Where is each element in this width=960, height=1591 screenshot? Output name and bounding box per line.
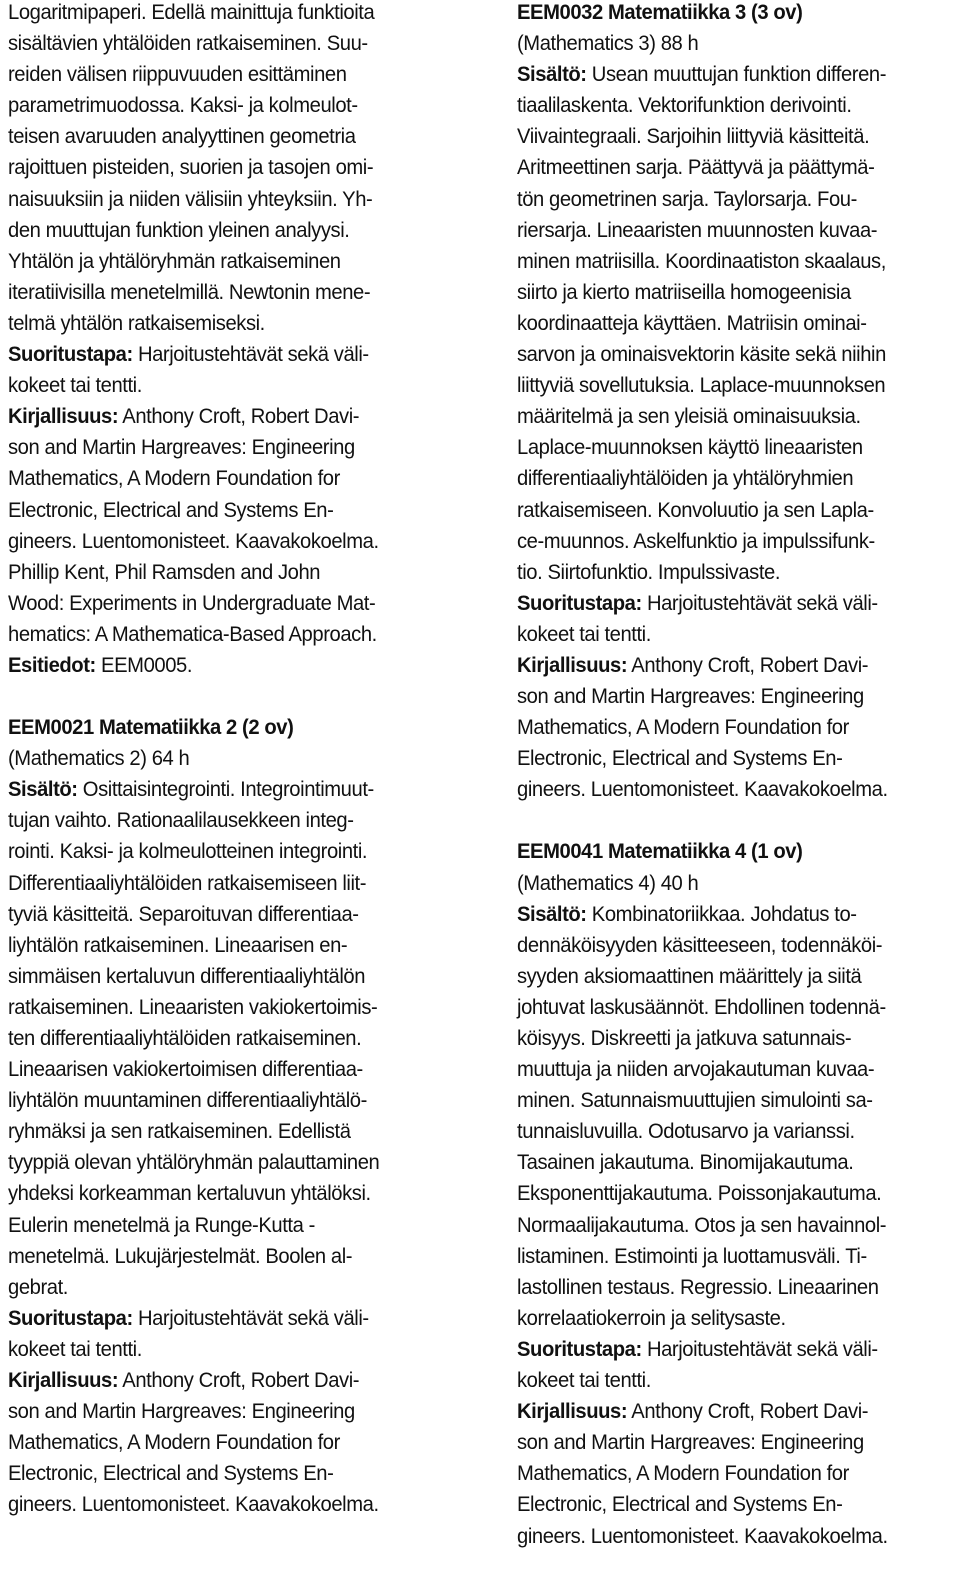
- sisalto-line: yhdeksi korkeamman kertaluvun yhtälöksi.: [8, 1181, 371, 1206]
- sisalto-label: Sisältö:: [8, 777, 78, 802]
- body-line: telmä yhtälön ratkaisemiseksi.: [8, 310, 265, 335]
- sisalto-line: [517, 899, 955, 930]
- kirjallisuus-line: Mathematics, A Modern Foundation for: [517, 715, 849, 740]
- suoritustapa-line: kokeet tai tentti.: [517, 621, 651, 646]
- sisalto-line: siirto ja kierto matriiseilla homogeenisia: [517, 279, 851, 304]
- sisalto-line: ryhmäksi ja sen ratkaiseminen. Edellistä: [8, 1119, 351, 1144]
- sisalto-line: köisyys. Diskreetti ja jatkuva satunnais-: [517, 1026, 852, 1050]
- suoritustapa-line: kokeet tai tentti.: [8, 1336, 142, 1361]
- sisalto-text: Usean muuttujan funktion differen-: [586, 62, 887, 87]
- kirjallisuus-line: son and Martin Hargreaves: Engineering: [8, 1399, 355, 1424]
- sisalto-line: liittyviä sovellutuksia. Laplace-muunnoksen: [517, 373, 886, 398]
- sisalto-label: Sisältö:: [517, 901, 587, 926]
- kirjallisuus-label: Kirjallisuus:: [8, 404, 119, 429]
- sisalto-line: tiaalilaskenta. Vektorifunktion derivointi.: [517, 93, 852, 118]
- suoritustapa-text: Harjoitustehtävät sekä väli-: [132, 1305, 369, 1330]
- sisalto-line: Laplace-muunnoksen käyttö lineaaristen: [517, 435, 863, 460]
- intro-section: [8, 0, 446, 681]
- kirjallisuus-line: Mathematics, A Modern Foundation for: [517, 1461, 849, 1486]
- suoritustapa-line: [8, 339, 446, 370]
- right-column: [517, 0, 955, 1552]
- sisalto-line: Eksponenttijakautuma. Poissonjakautuma.: [517, 1181, 882, 1206]
- section-gap: [8, 681, 446, 712]
- suoritustapa-label: Suoritustapa:: [517, 590, 642, 615]
- sisalto-line: minen matriisilla. Koordinaatiston skaalaus,: [517, 248, 886, 273]
- course-title: EEM0032 Matematiikka 3 (3 ov): [517, 0, 803, 24]
- course-eem0021: [8, 712, 446, 1520]
- sisalto-line: tunnaisluvuilla. Odotusarvo ja varianssi.: [517, 1119, 855, 1144]
- sisalto-line: muuttuja ja niiden arvojakautuman kuvaa-: [517, 1057, 875, 1082]
- sisalto-line: Eulerin menetelmä ja Runge-Kutta -: [8, 1212, 315, 1237]
- kirjallisuus-line: Phillip Kent, Phil Ramsden and John: [8, 559, 321, 584]
- sisalto-line: Differentiaaliyhtälöiden ratkaisemiseen liit-: [8, 870, 367, 895]
- sisalto-text: Kombinatoriikkaa. Johdatus to-: [586, 901, 857, 926]
- kirjallisuus-text: Anthony Croft, Robert Davi-: [627, 652, 869, 677]
- sisalto-line: [517, 59, 955, 90]
- left-column: [8, 0, 446, 1521]
- sisalto-line: rointi. Kaksi- ja kolmeulotteinen integrointi.: [8, 839, 368, 864]
- sisalto-line: sarvon ja ominaisvektorin käsite sekä niihin: [517, 342, 886, 367]
- suoritustapa-line: [517, 588, 955, 619]
- sisalto-line: gebrat.: [8, 1274, 68, 1299]
- kirjallisuus-line: Electronic, Electrical and Systems En-: [8, 1461, 334, 1486]
- suoritustapa-label: Suoritustapa:: [517, 1336, 642, 1361]
- kirjallisuus-line: son and Martin Hargreaves: Engineering: [517, 1430, 864, 1455]
- kirjallisuus-text: Anthony Croft, Robert Davi-: [118, 1368, 360, 1393]
- kirjallisuus-line: Electronic, Electrical and Systems En-: [517, 1492, 843, 1517]
- suoritustapa-line: kokeet tai tentti.: [517, 1368, 651, 1393]
- suoritustapa-label: Suoritustapa:: [8, 1305, 133, 1330]
- sisalto-line: ten differentiaaliyhtälöiden ratkaiseminen.: [8, 1026, 362, 1050]
- body-line: reiden välisen riippuvuuden esittäminen: [8, 62, 347, 87]
- sisalto-line: ratkaisemiseen. Konvoluutio ja sen Lapla-: [517, 497, 874, 522]
- sisalto-line: tujan vaihto. Rationaalilausekkeen integ-: [8, 808, 354, 833]
- kirjallisuus-line: [8, 401, 446, 432]
- sisalto-line: minen. Satunnaismuuttujien simulointi sa-: [517, 1088, 873, 1113]
- suoritustapa-text: Harjoitustehtävät sekä väli-: [641, 1336, 878, 1361]
- section-gap: [517, 805, 955, 836]
- course-eem0041: [517, 836, 955, 1551]
- sisalto-line: riersarja. Lineaaristen muunnosten kuvaa-: [517, 217, 878, 242]
- kirjallisuus-line: son and Martin Hargreaves: Engineering: [8, 435, 355, 460]
- sisalto-line: dennäköisyyden käsitteeseen, todennäköi-: [517, 932, 883, 957]
- body-line: den muuttujan funktion yleinen analyysi.: [8, 217, 350, 242]
- sisalto-line: ce-muunnos. Askelfunktio ja impulssifunk-: [517, 528, 875, 553]
- sisalto-line: Tasainen jakautuma. Binomijakautuma.: [517, 1150, 854, 1175]
- sisalto-line: tön geometrinen sarja. Taylorsarja. Fou-: [517, 186, 857, 211]
- kirjallisuus-text: Anthony Croft, Robert Davi-: [118, 404, 360, 429]
- body-line: iteratiivisilla menetelmillä. Newtonin mene-: [8, 279, 371, 304]
- suoritustapa-line: [8, 1303, 446, 1334]
- course-subtitle: (Mathematics 4) 40 h: [517, 870, 699, 895]
- kirjallisuus-line: gineers. Luentomonisteet. Kaavakokoelma.: [8, 528, 379, 553]
- sisalto-line: johtuvat laskusäännöt. Ehdollinen todennä-: [517, 994, 886, 1019]
- sisalto-text: Osittaisintegrointi. Integrointimuut-: [77, 777, 374, 802]
- body-line: sisältävien yhtälöiden ratkaiseminen. Suu-: [8, 31, 368, 56]
- sisalto-line: Lineaarisen vakiokertoimisen differentiaa-: [8, 1057, 363, 1082]
- kirjallisuus-line: son and Martin Hargreaves: Engineering: [517, 684, 864, 709]
- sisalto-line: syyden aksiomaattinen määrittely ja siitä: [517, 963, 862, 988]
- kirjallisuus-line: Electronic, Electrical and Systems En-: [517, 746, 843, 771]
- course-eem0032: [517, 0, 955, 805]
- body-line: Logaritmipaperi. Edellä mainittuja funktioita: [8, 0, 375, 24]
- course-subtitle: (Mathematics 3) 88 h: [517, 31, 699, 56]
- sisalto-line: tyviä käsitteitä. Separoituvan differentiaa-: [8, 901, 359, 926]
- kirjallisuus-line: Electronic, Electrical and Systems En-: [8, 497, 334, 522]
- sisalto-line: Normaalijakautuma. Otos ja sen havainnol-: [517, 1212, 887, 1237]
- kirjallisuus-line: gineers. Luentomonisteet. Kaavakokoelma.: [517, 1523, 888, 1548]
- course-subtitle: (Mathematics 2) 64 h: [8, 746, 190, 771]
- esitiedot-line: [8, 650, 446, 681]
- kirjallisuus-line: gineers. Luentomonisteet. Kaavakokoelma.: [8, 1492, 379, 1517]
- kirjallisuus-label: Kirjallisuus:: [8, 1368, 119, 1393]
- kirjallisuus-text: Anthony Croft, Robert Davi-: [627, 1399, 869, 1424]
- body-line: Yhtälön ja yhtälöryhmän ratkaiseminen: [8, 248, 341, 273]
- suoritustapa-label: Suoritustapa:: [8, 342, 133, 367]
- kirjallisuus-line: [517, 650, 955, 681]
- kirjallisuus-line: [8, 1365, 446, 1396]
- sisalto-line: määritelmä ja sen yleisiä ominaisuuksia.: [517, 404, 861, 429]
- sisalto-line: simmäisen kertaluvun differentiaaliyhtälön: [8, 963, 366, 988]
- course-title: EEM0021 Matematiikka 2 (2 ov): [8, 715, 294, 740]
- suoritustapa-line: kokeet tai tentti.: [8, 373, 142, 398]
- esitiedot-label: Esitiedot:: [8, 652, 96, 677]
- sisalto-line: liyhtälön muuntaminen differentiaaliyhtälö-: [8, 1088, 367, 1113]
- kirjallisuus-label: Kirjallisuus:: [517, 652, 628, 677]
- kirjallisuus-line: hematics: A Mathematica-Based Approach.: [8, 621, 377, 646]
- kirjallisuus-line: Mathematics, A Modern Foundation for: [8, 1430, 340, 1455]
- kirjallisuus-line: [517, 1396, 955, 1427]
- suoritustapa-line: [517, 1334, 955, 1365]
- sisalto-line: liyhtälön ratkaiseminen. Lineaarisen en-: [8, 932, 348, 957]
- body-line: rajoittuen pisteiden, suorien ja tasojen omi-: [8, 155, 374, 180]
- suoritustapa-text: Harjoitustehtävät sekä väli-: [132, 342, 369, 367]
- course-title: EEM0041 Matematiikka 4 (1 ov): [517, 839, 803, 864]
- sisalto-line: listaminen. Estimointi ja luottamusväli. Ti-: [517, 1243, 867, 1268]
- sisalto-label: Sisältö:: [517, 62, 587, 87]
- sisalto-line: differentiaaliyhtälöiden ja yhtälöryhmien: [517, 466, 854, 491]
- kirjallisuus-line: Wood: Experiments in Undergraduate Mat-: [8, 590, 376, 615]
- esitiedot-value: EEM0005.: [95, 652, 193, 677]
- kirjallisuus-line: gineers. Luentomonisteet. Kaavakokoelma.: [517, 777, 888, 802]
- sisalto-line: korrelaatiokerroin ja selitysaste.: [517, 1305, 786, 1330]
- sisalto-line: lastollinen testaus. Regressio. Lineaarinen: [517, 1274, 879, 1299]
- body-line: naisuuksiin ja niiden välisiin yhteyksiin. Yh-: [8, 186, 373, 211]
- sisalto-line: menetelmä. Lukujärjestelmät. Boolen al-: [8, 1243, 353, 1268]
- sisalto-line: koordinaatteja käyttäen. Matriisin ominai-: [517, 310, 867, 335]
- sisalto-line: Viivaintegraali. Sarjoihin liittyviä käsitteitä.: [517, 124, 870, 149]
- sisalto-line: [8, 774, 446, 805]
- sisalto-line: ratkaiseminen. Lineaaristen vakiokertoimis-: [8, 994, 378, 1019]
- kirjallisuus-line: Mathematics, A Modern Foundation for: [8, 466, 340, 491]
- body-line: teisen avaruuden analyyttinen geometria: [8, 124, 356, 149]
- sisalto-line: Aritmeettinen sarja. Päättyvä ja päättymä-: [517, 155, 875, 180]
- sisalto-line: tyyppiä olevan yhtälöryhmän palauttaminen: [8, 1150, 380, 1175]
- suoritustapa-text: Harjoitustehtävät sekä väli-: [641, 590, 878, 615]
- sisalto-line: tio. Siirtofunktio. Impulssivaste.: [517, 559, 781, 584]
- kirjallisuus-label: Kirjallisuus:: [517, 1399, 628, 1424]
- body-line: parametrimuodossa. Kaksi- ja kolmeulot-: [8, 93, 358, 118]
